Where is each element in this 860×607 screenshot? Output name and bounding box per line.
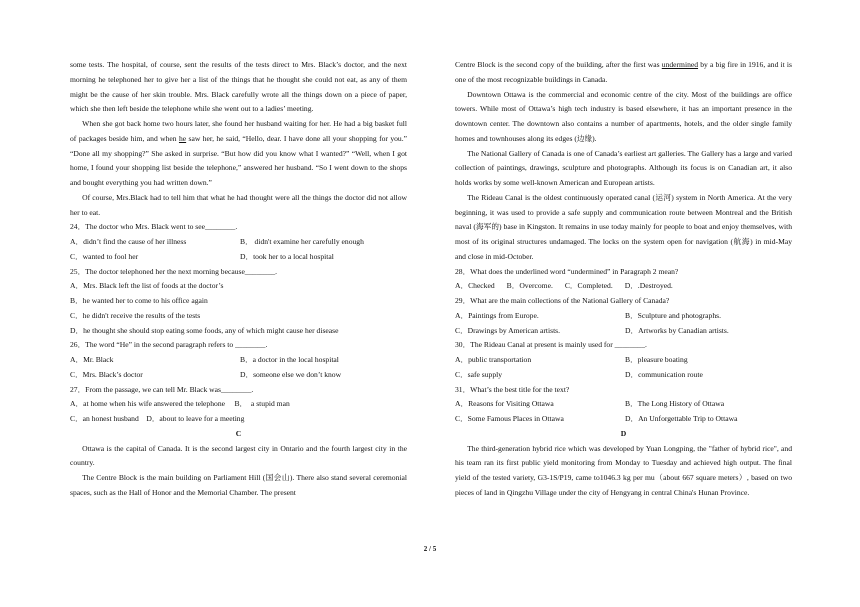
- paragraph: The third-generation hybrid rice which was developed by Yuan Longping, the "father of hybrid rice", and his team ran its first public yield monitoring from Monday to Tuesday and achieved high output. The final yield of the tested variety, G3-1S/P19, came to1046.3 kg per mu（about 667 square meters）, based on two pieces of land in Qingzhu Village under the city of Hengyang in central China's Hunan Province.: [455, 443, 792, 497]
- options-row: [455, 279, 792, 294]
- paragraph: When she got back home two hours later, she found her husband waiting for her. He had a big basket full of packages beside him, and when he saw her, he said, “Hello, dear. I have done all your shopping for you.” “Done all my shopping?” She asked in surprise. “But how did you know what I wanted?” “Well, when I got home, I found your shopping list beside the telephone,” answered her husband. “So I went down to the shops and bought everything you had written down.”: [70, 119, 407, 187]
- paragraph: Downtown Ottawa is the commercial and economic centre of the city. Most of the buildings are office towers. While most of Ottawa’s high tech industry is based elsewhere, it has an important presence in the downtown center. The downtown also contains a number of apartments, hotels, and the older single family homes and townhouses along its edges (边缘).: [455, 89, 792, 143]
- option: C．wanted to fool her: [70, 251, 139, 261]
- question-25: 25．The doctor telephoned her the next morning because________.: [70, 266, 278, 276]
- options-row: [455, 412, 792, 427]
- option: A．public transportation: [455, 355, 532, 364]
- question-29: 29．What are the main collections of the National Gallery of Canada?: [455, 296, 670, 305]
- paragraph: The Centre Block is the main building on Parliament Hill (国会山). There also stand several ceremonial spaces, such as the Hall of Honor and the Memorial Chamber. The present: [70, 473, 407, 497]
- options-row: [455, 353, 792, 368]
- option: B．he wanted her to come to his office again: [70, 296, 208, 305]
- option: A．at home when his wife answered the telephone B． a stupid man: [70, 399, 290, 409]
- option: C．safe supply: [455, 369, 503, 379]
- paragraph: Ottawa is the capital of Canada. It is the second largest city in Ontario and the fourth largest city in the country.: [70, 443, 407, 468]
- right-column: [455, 58, 792, 501]
- paragraph: The National Gallery of Canada is one of Canada’s earliest art galleries. The Gallery has a large and varied collection of paintings, drawings, sculpture and photographs. Although its focus is on Canadian art, it also holds works by some well-known American and European artists.: [455, 148, 792, 187]
- option: A．Paintings from Europe.: [455, 310, 539, 320]
- question-27: 27．From the passage, we can tell Mr. Black was________.: [70, 384, 254, 394]
- options-row: [455, 309, 792, 324]
- section-heading-d: D: [620, 428, 627, 438]
- option: C．Completed.: [564, 281, 613, 291]
- option: B．a doctor in the local hospital: [240, 355, 339, 364]
- option: A．Mr. Black: [70, 355, 114, 364]
- page-number: 2 / 5: [423, 545, 437, 553]
- underlined-word: undermined: [661, 60, 699, 69]
- section-heading-c: C: [235, 428, 242, 438]
- option: D．.Destroyed.: [624, 281, 673, 291]
- question-26: 26．The word “He” in the second paragraph refers to ________.: [70, 340, 268, 350]
- paragraph: Centre Block is the second copy of the building, after the first was undermined by a big fire in 1916, and it is one of the most recognizable buildings in Canada.: [455, 60, 792, 84]
- option: A．Reasons for Visiting Ottawa: [455, 399, 554, 409]
- option: D．An Unforgettable Trip to Ottawa: [625, 414, 738, 423]
- option: A．didn’t find the cause of her illness: [70, 237, 187, 246]
- paragraph: some tests. The hospital, of course, sent the results of the tests direct to Mrs. Black’s doctor, and the next morning he telephoned her to give her a list of the things that he thought she could not eat, as any of them might be the cause of her skin trouble. Mrs. Black carefully wrote all the things down on a piece of paper, which she then left beside the telephone while she went out to a ladies’ meeting.: [70, 60, 407, 114]
- option: B．The Long History of Ottawa: [625, 399, 725, 409]
- option: D．he thought she should stop eating some foods, any of which might cause her disease: [70, 325, 339, 335]
- option: D．someone else we don’t know: [240, 369, 342, 379]
- option: C．Mrs. Black’s doctor: [70, 369, 143, 379]
- options-row: [70, 368, 407, 383]
- paragraph: The Rideau Canal is the oldest continuously operated canal (运河) system in North America. At the very beginning, it was used to provide a safe supply and communication route between Montreal and the British naval (海军的) base in Kingston. It remains in use today mainly for people to boat and enjoy themselves, with most of its original structures undamaged. The locks on the system open for navigation (航海) in mid-May and close in mid-October.: [455, 192, 792, 261]
- option: C．he didn't receive the results of the tests: [70, 310, 201, 320]
- options-row: [70, 353, 407, 368]
- option: D．communication route: [625, 369, 703, 379]
- option: D．took her to a local hospital: [240, 251, 334, 261]
- underlined-word: he: [178, 133, 187, 143]
- paragraph: Of course, Mrs.Black had to tell him that what he had thought were all the things the doctor did not allow her to eat.: [70, 192, 407, 217]
- left-column: [70, 58, 407, 501]
- options-row: [455, 324, 792, 339]
- question-31: 31．What’s the best title for the text?: [455, 384, 570, 394]
- option: B．Sculpture and photographs.: [625, 310, 721, 320]
- question-24: 24．The doctor who Mrs. Black went to see________.: [70, 222, 238, 232]
- question-28: 28．What does the underlined word “undermined” in Paragraph 2 mean?: [455, 266, 679, 276]
- options-row: [70, 235, 407, 250]
- option: A．Checked: [455, 281, 495, 291]
- option: D．Artworks by Canadian artists.: [625, 325, 729, 335]
- options-row: [455, 397, 792, 412]
- option: C．Some Famous Places in Ottawa: [455, 414, 564, 423]
- option: B． didn't examine her carefully enough: [240, 237, 364, 246]
- options-row: [70, 250, 407, 265]
- option: A．Mrs. Black left the list of foods at the doctor’s: [70, 281, 224, 291]
- option: C．an honest husband D．about to leave for a meeting: [70, 414, 245, 423]
- options-row: [455, 368, 792, 383]
- option: B．Overcome.: [506, 281, 553, 291]
- option: C．Drawings by American artists.: [455, 325, 561, 335]
- question-30: 30．The Rideau Canal at present is mainly used for ________.: [455, 340, 647, 350]
- option: B．pleasure boating: [625, 355, 688, 364]
